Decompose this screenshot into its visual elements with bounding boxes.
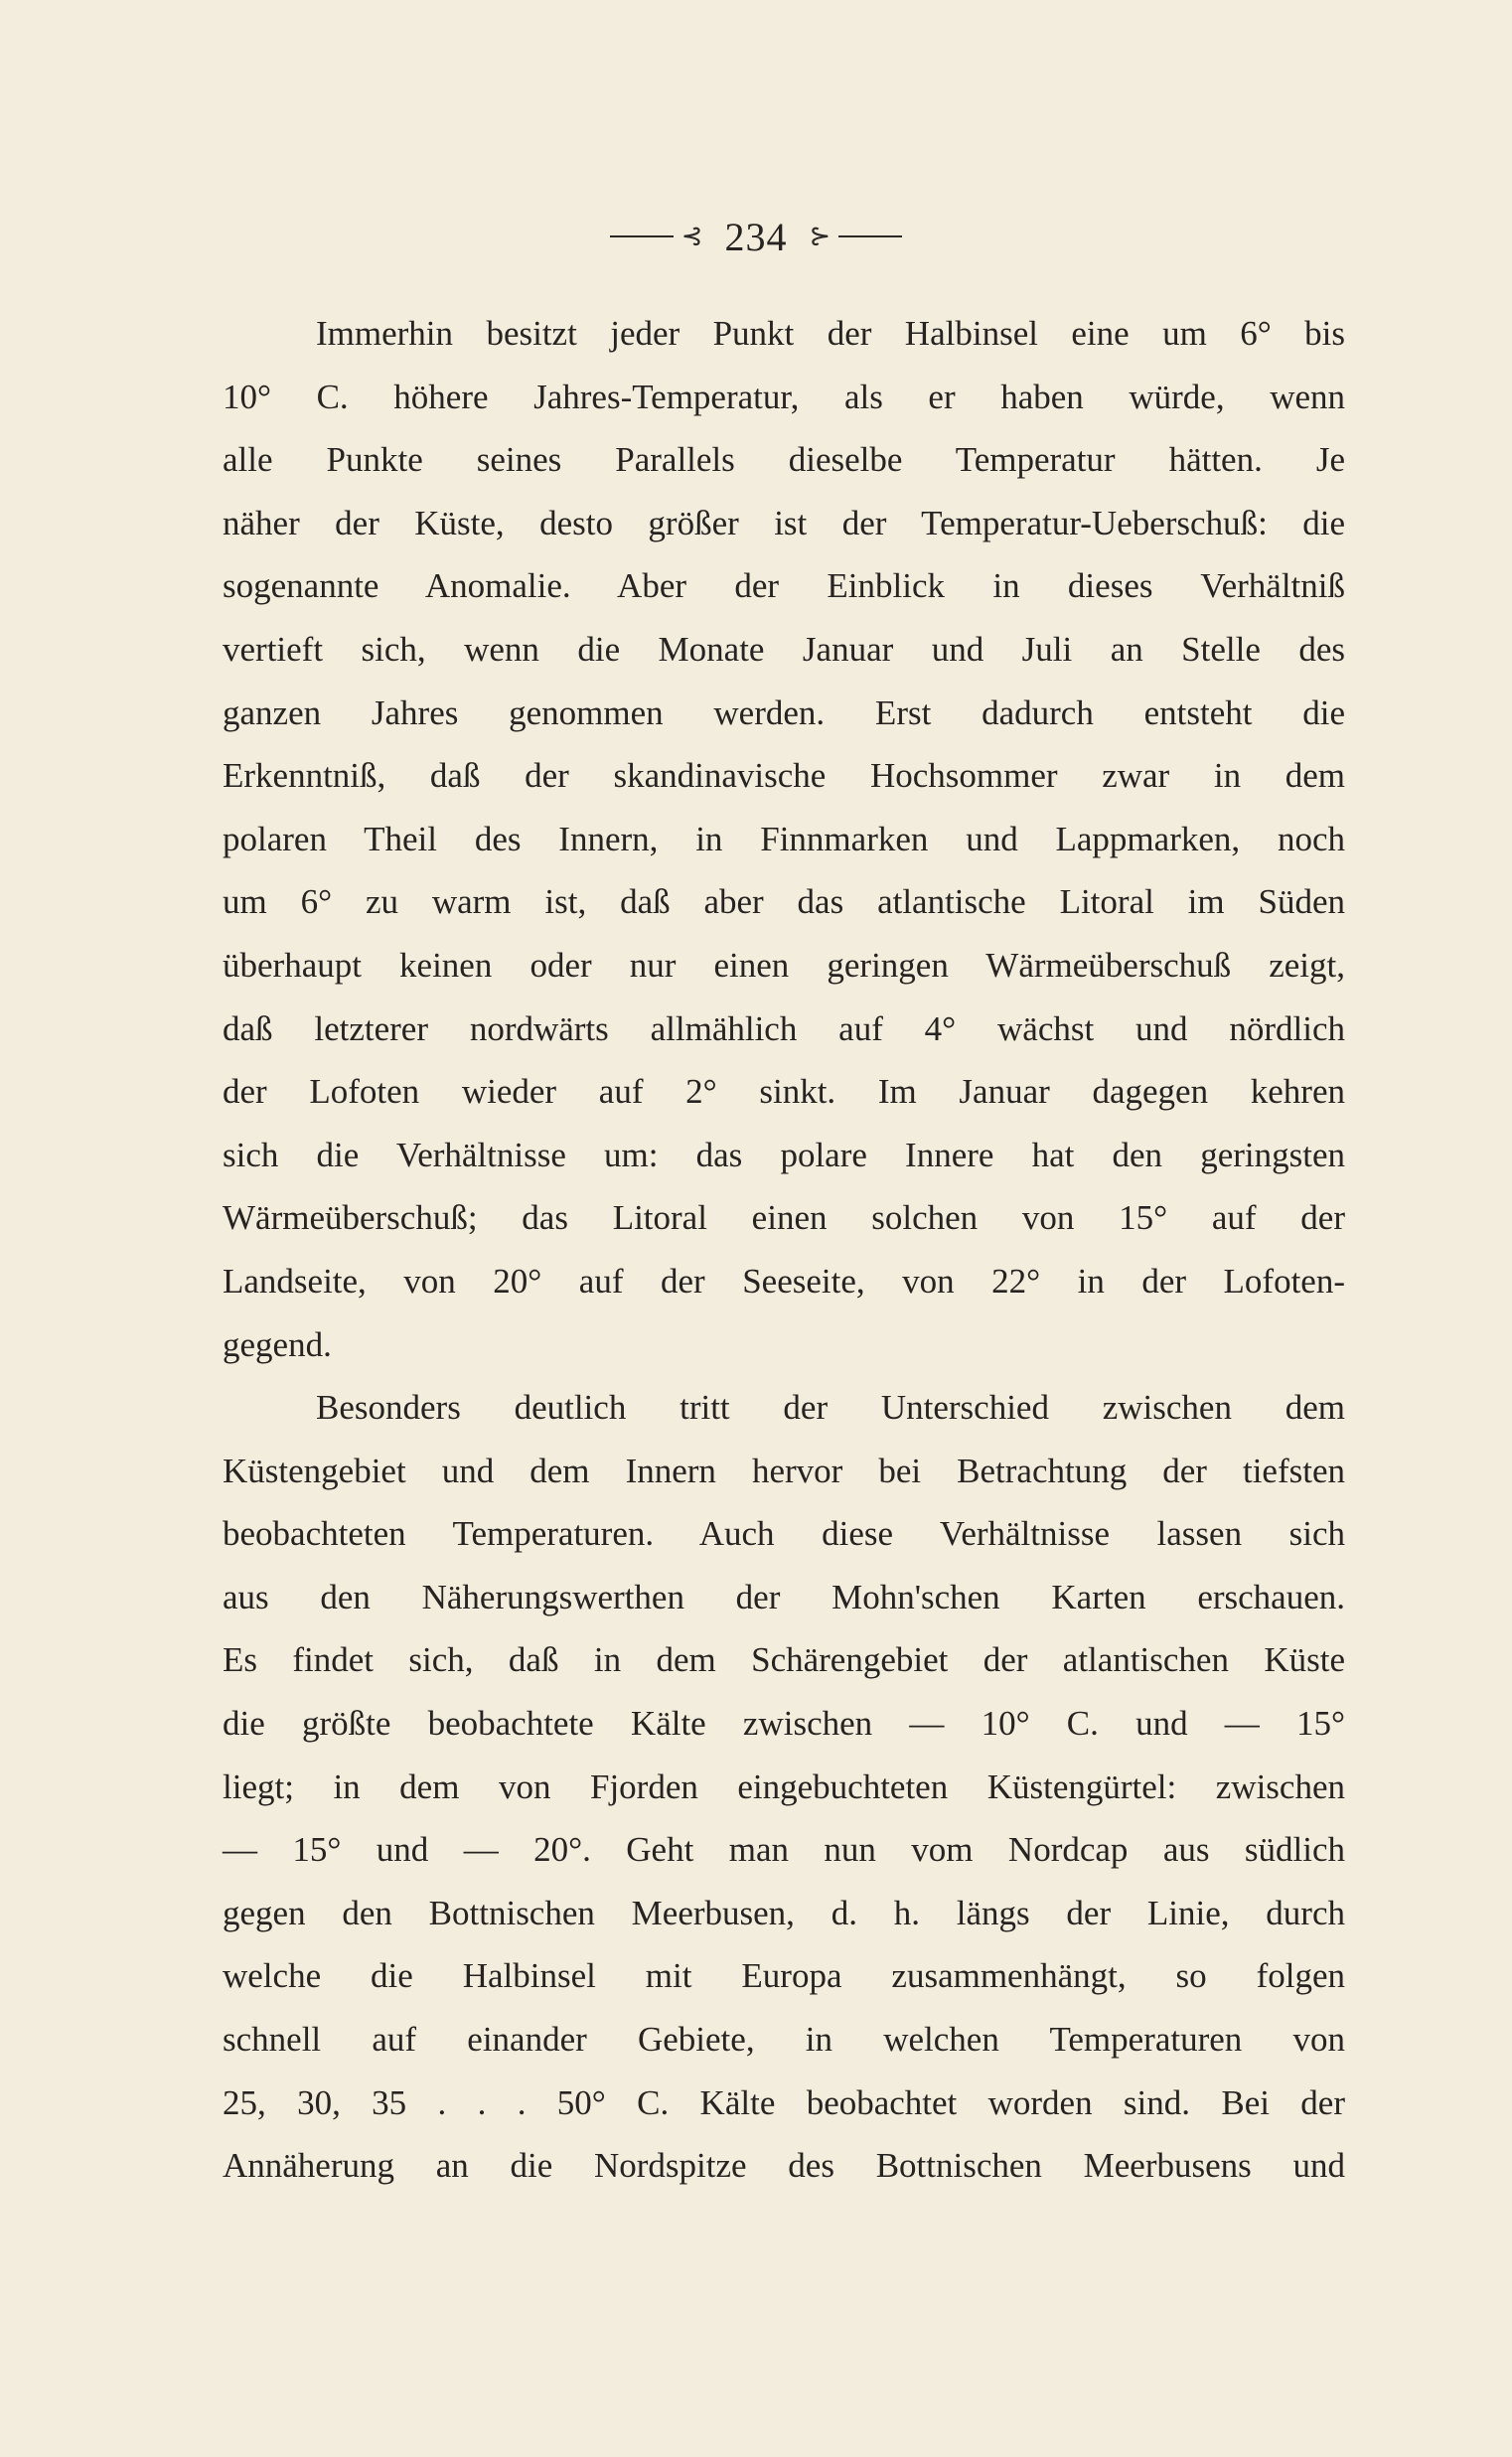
body-text [223, 302, 1345, 2198]
ornament-right-icon: ⊱ [809, 222, 832, 251]
text-line: Wärmeüberschuß; das Litoral einen solchen von 15° auf der [223, 1198, 1345, 1238]
text-line: Es findet sich, daß in dem Schärengebiet der atlantischen Küste [223, 1640, 1345, 1680]
text-line: gegen den Bottnischen Meerbusen, d. h. längs der Linie, durch [223, 1893, 1345, 1932]
ornament-left-icon: ⊰ [680, 222, 703, 251]
text-line: Annäherung an die Nordspitze des Bottnischen Meerbusens und [223, 2146, 1345, 2186]
text-line: überhaupt keinen oder nur einen geringen Wärmeüberschuß zeigt, [223, 945, 1345, 985]
text-line: welche die Halbinsel mit Europa zusammenhängt, so folgen [223, 1956, 1345, 1996]
text-line: polaren Theil des Innern, in Finnmarken und Lappmarken, noch [223, 819, 1345, 858]
text-line: Landseite, von 20° auf der Seeseite, von 22° in der Lofoten- [223, 1261, 1345, 1301]
text-line: sogenannte Anomalie. Aber der Einblick in dieses Verhältniß [223, 566, 1345, 606]
text-line: 25, 30, 35 . . . 50° C. Kälte beobachtet worden sind. Bei der [223, 2082, 1345, 2122]
text-line: aus den Näherungswerthen der Mohn'schen Karten erschauen. [223, 1577, 1345, 1616]
page-number: 234 [724, 214, 788, 259]
text-line: liegt; in dem von Fjorden eingebuchteten Küstengürtel: zwischen [223, 1766, 1345, 1806]
header-rule-right [838, 235, 902, 237]
text-line: näher der Küste, desto größer ist der Temperatur-Ueberschuß: die [223, 503, 1345, 542]
text-line: Erkenntniß, daß der skandinavische Hochsommer zwar in dem [223, 756, 1345, 796]
text-line: alle Punkte seines Parallels dieselbe Temperatur hätten. Je [223, 440, 1345, 480]
text-line: um 6° zu warm ist, daß aber das atlantische Litoral im Süden [223, 882, 1345, 922]
paragraph-2 [223, 1376, 1345, 2198]
text-line: Besonders deutlich tritt der Unterschied zwischen dem [316, 1388, 1345, 1428]
text-line: sich die Verhältnisse um: das polare Innere hat den geringsten [223, 1135, 1345, 1174]
text-line: gegend. [223, 1324, 332, 1364]
text-line: — 15° und — 20°. Geht man nun vom Nordcap aus südlich [223, 1830, 1345, 1870]
page-header [0, 207, 1512, 266]
text-line: die größte beobachtete Kälte zwischen — 10° C. und — 15° [223, 1704, 1345, 1744]
header-rule-left [610, 235, 674, 237]
text-line: Immerhin besitzt jeder Punkt der Halbinsel eine um 6° bis [316, 314, 1345, 353]
text-line: Küstengebiet und dem Innern hervor bei Betrachtung der tiefsten [223, 1451, 1345, 1490]
text-line: beobachteten Temperaturen. Auch diese Verhältnisse lassen sich [223, 1514, 1345, 1554]
text-line: der Lofoten wieder auf 2° sinkt. Im Januar dagegen kehren [223, 1072, 1345, 1112]
paragraph-1 [223, 302, 1345, 1376]
text-line: ganzen Jahres genommen werden. Erst dadurch entsteht die [223, 692, 1345, 732]
text-line: schnell auf einander Gebiete, in welchen Temperaturen von [223, 2020, 1345, 2060]
text-line: 10° C. höhere Jahres-Temperatur, als er haben würde, wenn [223, 377, 1345, 416]
text-line: daß letzterer nordwärts allmählich auf 4° wächst und nördlich [223, 1008, 1345, 1048]
text-line: vertieft sich, wenn die Monate Januar und Juli an Stelle des [223, 629, 1345, 669]
